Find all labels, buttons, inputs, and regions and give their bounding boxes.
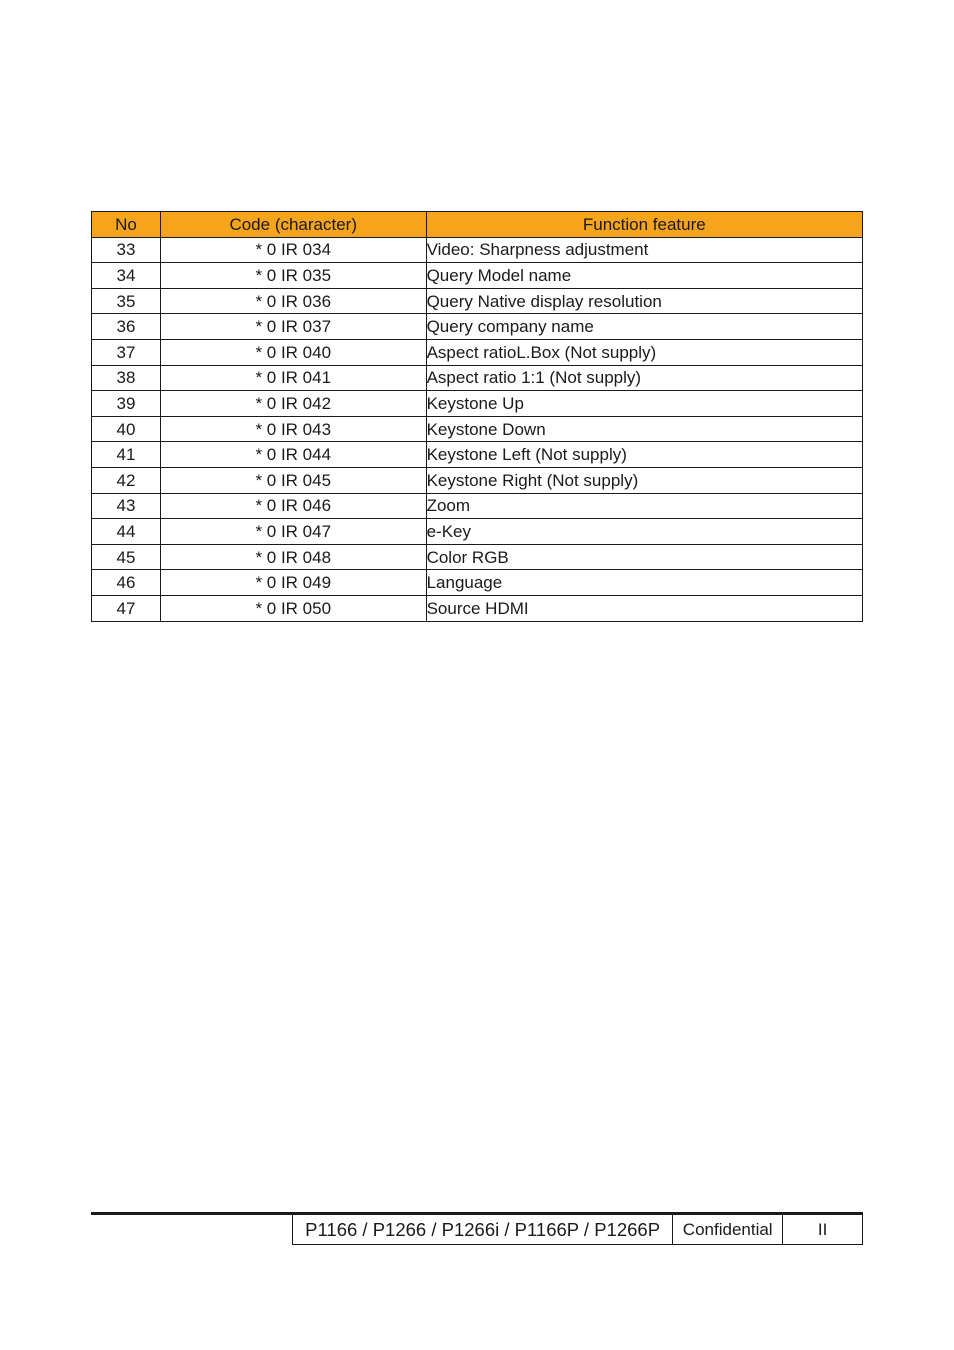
table-row xyxy=(92,467,863,493)
cell-function: Keystone Up xyxy=(426,391,862,417)
cell-code: * 0 IR 045 xyxy=(160,467,426,493)
table-row xyxy=(92,544,863,570)
table-row xyxy=(92,365,863,391)
cell-code: * 0 IR 041 xyxy=(160,365,426,391)
table-row xyxy=(92,519,863,545)
cell-no: 38 xyxy=(92,365,161,391)
cell-no: 34 xyxy=(92,263,161,289)
table-row xyxy=(92,339,863,365)
table-row xyxy=(92,314,863,340)
page-footer xyxy=(292,1214,863,1245)
table-row xyxy=(92,391,863,417)
cell-no: 46 xyxy=(92,570,161,596)
cell-code: * 0 IR 048 xyxy=(160,544,426,570)
cell-function: Keystone Right (Not supply) xyxy=(426,467,862,493)
cell-no: 47 xyxy=(92,595,161,621)
cell-no: 35 xyxy=(92,288,161,314)
cell-function: Query Native display resolution xyxy=(426,288,862,314)
cell-no: 36 xyxy=(92,314,161,340)
cell-function: Query Model name xyxy=(426,263,862,289)
header-code: Code (character) xyxy=(160,212,426,238)
cell-no: 44 xyxy=(92,519,161,545)
cell-function: Keystone Down xyxy=(426,416,862,442)
cell-function: Aspect ratioL.Box (Not supply) xyxy=(426,339,862,365)
cell-code: * 0 IR 035 xyxy=(160,263,426,289)
cell-no: 41 xyxy=(92,442,161,468)
table-row xyxy=(92,595,863,621)
footer-model-names: P1166 / P1266 / P1266i / P1166P / P1266P xyxy=(293,1215,673,1245)
cell-code: * 0 IR 049 xyxy=(160,570,426,596)
cell-code: * 0 IR 040 xyxy=(160,339,426,365)
table-row xyxy=(92,442,863,468)
cell-code: * 0 IR 046 xyxy=(160,493,426,519)
table-header-row xyxy=(92,212,863,238)
cell-no: 45 xyxy=(92,544,161,570)
cell-code: * 0 IR 050 xyxy=(160,595,426,621)
table-row xyxy=(92,288,863,314)
footer-row xyxy=(293,1215,863,1245)
cell-code: * 0 IR 036 xyxy=(160,288,426,314)
cell-function: Video: Sharpness adjustment xyxy=(426,237,862,263)
cell-function: Aspect ratio 1:1 (Not supply) xyxy=(426,365,862,391)
cell-function: Source HDMI xyxy=(426,595,862,621)
header-no: No xyxy=(92,212,161,238)
cell-no: 40 xyxy=(92,416,161,442)
table-row xyxy=(92,493,863,519)
cell-code: * 0 IR 043 xyxy=(160,416,426,442)
cell-code: * 0 IR 047 xyxy=(160,519,426,545)
cell-no: 43 xyxy=(92,493,161,519)
table-row xyxy=(92,263,863,289)
footer-confidential-label: Confidential xyxy=(673,1215,783,1245)
ir-code-table xyxy=(91,211,863,622)
header-function: Function feature xyxy=(426,212,862,238)
cell-no: 37 xyxy=(92,339,161,365)
cell-code: * 0 IR 037 xyxy=(160,314,426,340)
cell-no: 42 xyxy=(92,467,161,493)
cell-function: e-Key xyxy=(426,519,862,545)
cell-function: Color RGB xyxy=(426,544,862,570)
cell-code: * 0 IR 042 xyxy=(160,391,426,417)
cell-function: Keystone Left (Not supply) xyxy=(426,442,862,468)
table-row xyxy=(92,416,863,442)
cell-code: * 0 IR 044 xyxy=(160,442,426,468)
cell-no: 39 xyxy=(92,391,161,417)
cell-function: Query company name xyxy=(426,314,862,340)
cell-no: 33 xyxy=(92,237,161,263)
cell-function: Zoom xyxy=(426,493,862,519)
table-row xyxy=(92,237,863,263)
cell-code: * 0 IR 034 xyxy=(160,237,426,263)
footer-page-number: II xyxy=(783,1215,863,1245)
table-row xyxy=(92,570,863,596)
cell-function: Language xyxy=(426,570,862,596)
